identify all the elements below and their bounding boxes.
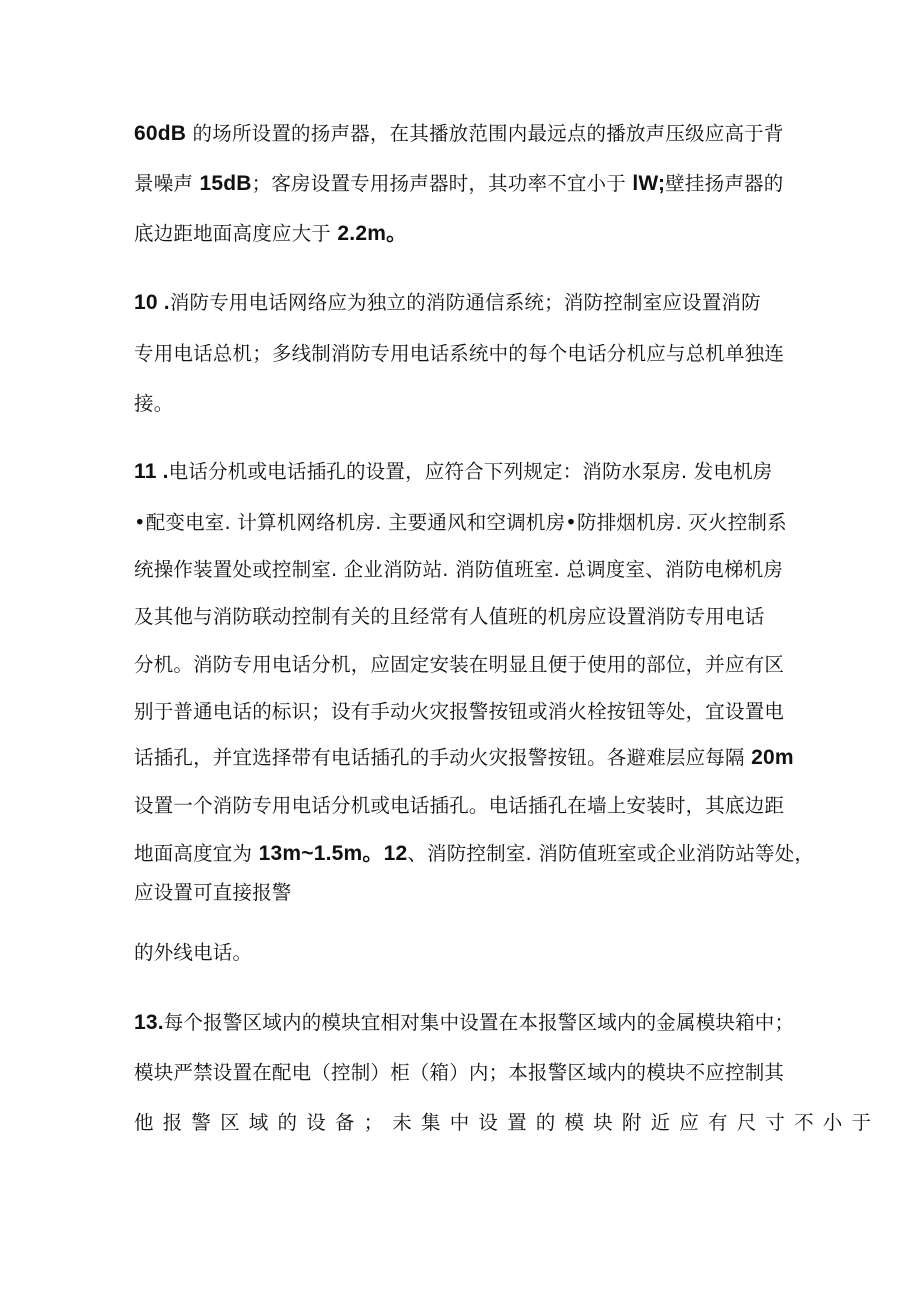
p10-l1-text: 消防专用电话网络应为独立的消防通信系统；消防控制室应设置消防 bbox=[169, 291, 761, 314]
p11-line-10: 应设置可直接报警 bbox=[134, 881, 292, 904]
p1-l2-pre: 景噪声 bbox=[134, 172, 200, 195]
p13-l1-num: 13. bbox=[134, 1011, 164, 1034]
p13-line-3: 他报警区域的设备；未集中设置的模块附近应有尺寸不小于 bbox=[134, 1111, 881, 1134]
p10-line-3: 接。 bbox=[134, 392, 174, 415]
p1-l2-post: 壁挂扬声器的 bbox=[665, 172, 784, 195]
p1-l2-num2: lW; bbox=[632, 172, 666, 195]
p11-line-11: 的外线电话。 bbox=[134, 941, 253, 964]
p13-line-2: 模块严禁设置在配电（控制）柜（箱）内；本报警区域内的模块不应控制其 bbox=[134, 1061, 785, 1084]
p1-line-2 bbox=[134, 171, 783, 197]
p10-line-1 bbox=[134, 290, 761, 316]
p11-l1-text: 电话分机或电话插孔的设置，应符合下列规定：消防水泵房. 发电机房 bbox=[168, 460, 773, 483]
p1-l2-num1: 15dB bbox=[199, 172, 252, 195]
p11-line-2: •配变电室. 计算机网络机房. 主要通风和空调机房•防排烟机房. 灭火控制系 bbox=[134, 511, 787, 534]
p1-line-1 bbox=[134, 121, 784, 147]
p11-line-7 bbox=[134, 745, 794, 771]
p1-l3-num: 2.2m。 bbox=[337, 222, 408, 245]
p11-line-1 bbox=[134, 459, 772, 485]
p1-l3-pre: 底边距地面高度应大于 bbox=[134, 222, 338, 245]
p10-line-2: 专用电话总机；多线制消防专用电话系统中的每个电话分机应与总机单独连 bbox=[134, 342, 785, 365]
p11-l9-post: 、消防控制室. 消防值班室或企业消防站等处， bbox=[407, 842, 815, 865]
p11-line-4: 及其他与消防联动控制有关的且经常有人值班的机房应设置消防专用电话 bbox=[134, 605, 765, 628]
p1-l2-mid: ；客房设置专用扬声器时，其功率不宜小于 bbox=[251, 172, 633, 195]
p1-l1-text: 的场所设置的扬声器，在其播放范围内最远点的播放声压级应高于背 bbox=[186, 122, 784, 145]
p11-l1-num: 11 . bbox=[134, 460, 169, 483]
p1-line-3 bbox=[134, 221, 407, 247]
p11-line-8: 设置一个消防专用电话分机或电话插孔。电话插孔在墙上安装时，其底边距 bbox=[134, 794, 785, 817]
p11-line-3: 统操作装置处或控制室. 企业消防站. 消防值班室. 总调度室、消防电梯机房 bbox=[134, 558, 784, 581]
p11-l9-pre: 地面高度宜为 bbox=[134, 842, 259, 865]
p11-line-9 bbox=[134, 841, 814, 867]
p11-l7-num: 20m bbox=[751, 746, 794, 769]
p10-l1-num: 10 . bbox=[134, 291, 170, 314]
p1-l1-num: 60dB bbox=[134, 122, 187, 145]
p11-l9-num: 13m~1.5m。12 bbox=[258, 842, 408, 865]
p13-line-1 bbox=[134, 1010, 794, 1036]
p11-l7-text: 话插孔，并宜选择带有电话插孔的手动火灾报警按钮。各避难层应每隔 bbox=[134, 746, 752, 769]
p11-line-6: 别于普通电话的标识；设有手动火灾报警按钮或消火栓按钮等处，宜设置电 bbox=[134, 700, 785, 723]
p13-l1-text: 每个报警区域内的模块宜相对集中设置在本报警区域内的金属模块箱中； bbox=[163, 1011, 795, 1034]
p11-line-5: 分机。消防专用电话分机，应固定安装在明显且便于使用的部位，并应有区 bbox=[134, 653, 785, 676]
